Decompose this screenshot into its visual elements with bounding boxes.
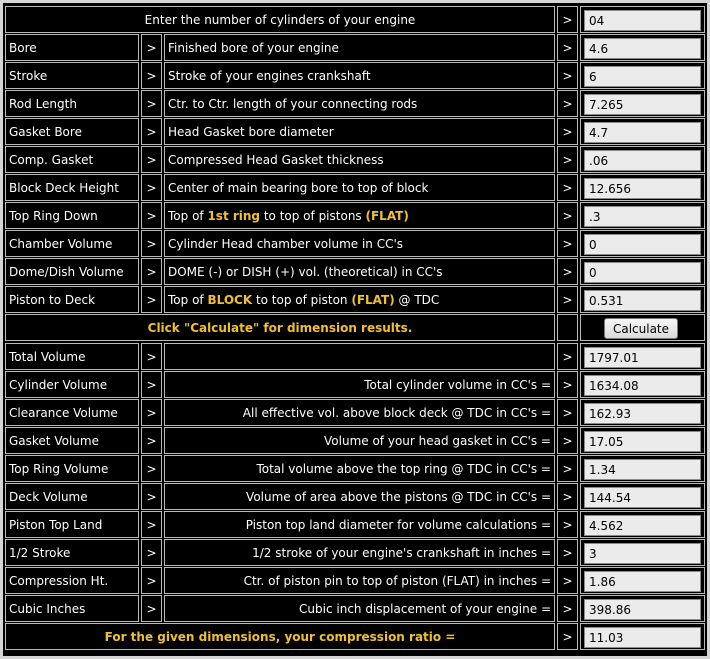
result-label-cylinder-volume bbox=[5, 371, 139, 398]
input-value-cell-stroke bbox=[580, 62, 705, 89]
block-deck-height-input-value: 12.656 bbox=[589, 182, 631, 196]
arrow-marker bbox=[557, 427, 578, 454]
arrow-text: > bbox=[562, 517, 573, 532]
cylinders-value-cell bbox=[580, 6, 705, 33]
result-label-text: Clearance Volume bbox=[9, 405, 118, 420]
input-label-piston-to-deck bbox=[5, 286, 139, 313]
result-value-cell-cylinder-volume bbox=[580, 371, 705, 398]
arrow-text: > bbox=[562, 152, 573, 167]
top-ring-down-input[interactable] bbox=[584, 206, 701, 227]
description-highlight: (FLAT) bbox=[365, 208, 409, 223]
arrow-marker bbox=[557, 483, 578, 510]
description-text: Top of bbox=[168, 292, 208, 307]
total-volume-output-value: 1797.01 bbox=[589, 351, 639, 365]
result-value-cell-1-2-stroke bbox=[580, 539, 705, 566]
arrow-text: > bbox=[146, 517, 157, 532]
top-ring-volume-output[interactable] bbox=[584, 459, 701, 480]
description-text: Volume of area above the pistons @ TDC in CC's = bbox=[246, 489, 551, 504]
arrow-marker bbox=[141, 539, 162, 566]
arrow-text: > bbox=[146, 377, 157, 392]
result-description-total-volume bbox=[164, 343, 555, 370]
arrow-marker bbox=[141, 427, 162, 454]
gasket-bore-input-value: 4.7 bbox=[589, 126, 609, 140]
arrow-text: > bbox=[146, 124, 157, 139]
arrow-marker bbox=[557, 90, 578, 117]
result-value-cell-gasket-volume bbox=[580, 427, 705, 454]
input-description-piston-to-deck bbox=[164, 286, 555, 313]
result-label-piston-top-land bbox=[5, 511, 139, 538]
input-value-cell-comp-gasket bbox=[580, 146, 705, 173]
input-description-rod-length bbox=[164, 90, 555, 117]
arrow-text: > bbox=[562, 68, 573, 83]
compression-ratio-label bbox=[5, 623, 555, 650]
description-text: 1/2 stroke of your engine's crankshaft in inches = bbox=[252, 545, 551, 560]
arrow-marker bbox=[141, 455, 162, 482]
arrow-text: > bbox=[146, 264, 157, 279]
arrow-marker bbox=[141, 511, 162, 538]
description-text: Total volume above the top ring @ TDC in CC's = bbox=[256, 461, 551, 476]
chamber-volume-input-value: 0 bbox=[589, 238, 597, 252]
input-label-text: Rod Length bbox=[9, 96, 77, 111]
arrow-marker bbox=[141, 230, 162, 257]
arrow-marker bbox=[557, 6, 578, 33]
description-highlight: 1st ring bbox=[207, 208, 261, 223]
input-label-text: Chamber Volume bbox=[9, 236, 113, 251]
input-description-dome-dish-volume bbox=[164, 258, 555, 285]
arrow-text: > bbox=[146, 208, 157, 223]
arrow-text: > bbox=[146, 573, 157, 588]
result-description-1-2-stroke bbox=[164, 539, 555, 566]
input-label-text: Top Ring Down bbox=[9, 208, 98, 223]
result-label-text: Piston Top Land bbox=[9, 517, 103, 532]
dome-dish-volume-input[interactable] bbox=[584, 262, 701, 283]
cylinders-prompt-text: Enter the number of cylinders of your engine bbox=[144, 12, 416, 27]
description-text: Head Gasket bore diameter bbox=[168, 124, 334, 139]
arrow-text: > bbox=[562, 405, 573, 420]
result-description-top-ring-volume bbox=[164, 455, 555, 482]
piston-to-deck-input-value: 0.531 bbox=[589, 294, 624, 308]
cylinders-input-value: 04 bbox=[589, 14, 605, 28]
arrow-marker bbox=[141, 371, 162, 398]
description-text: Cylinder Head chamber volume in CC's bbox=[168, 236, 404, 251]
input-label-text: Piston to Deck bbox=[9, 292, 96, 307]
deck-volume-output[interactable] bbox=[584, 487, 701, 508]
cylinders-input[interactable] bbox=[584, 10, 701, 31]
description-text: Center of main bearing bore to top of block bbox=[168, 180, 429, 195]
input-label-text: Gasket Bore bbox=[9, 124, 82, 139]
gasket-volume-output[interactable] bbox=[584, 431, 701, 452]
arrow-text: > bbox=[562, 96, 573, 111]
input-value-cell-piston-to-deck bbox=[580, 286, 705, 313]
arrow-marker bbox=[141, 146, 162, 173]
calculate-instruction bbox=[5, 314, 555, 341]
arrow-text: > bbox=[146, 96, 157, 111]
calculate-spacer bbox=[557, 314, 578, 341]
total-volume-output[interactable] bbox=[584, 347, 701, 368]
input-description-gasket-bore bbox=[164, 118, 555, 145]
top-ring-volume-output-value: 1.34 bbox=[589, 463, 616, 477]
1-2-stroke-output[interactable] bbox=[584, 543, 701, 564]
arrow-text: > bbox=[562, 433, 573, 448]
comp-gasket-input-value: .06 bbox=[589, 154, 609, 168]
result-value-cell-deck-volume bbox=[580, 483, 705, 510]
result-value-cell-clearance-volume bbox=[580, 399, 705, 426]
input-label-text: Bore bbox=[9, 40, 37, 55]
deck-volume-output-value: 144.54 bbox=[589, 491, 631, 505]
arrow-text: > bbox=[562, 12, 573, 27]
arrow-text: > bbox=[562, 40, 573, 55]
description-text: Volume of your head gasket in CC's = bbox=[324, 433, 551, 448]
result-label-text: Cylinder Volume bbox=[9, 377, 108, 392]
result-label-text: Deck Volume bbox=[9, 489, 88, 504]
calculate-button[interactable] bbox=[604, 318, 678, 339]
clearance-volume-output-value: 162.93 bbox=[589, 407, 631, 421]
compression-ratio-value: 11.03 bbox=[589, 631, 624, 645]
arrow-text: > bbox=[562, 573, 573, 588]
result-value-cell-piston-top-land bbox=[580, 511, 705, 538]
description-text: DOME (-) or DISH (+) vol. (theoretical) in CC's bbox=[168, 264, 443, 279]
arrow-marker bbox=[141, 343, 162, 370]
compression-ratio-text: For the given dimensions, your compression ratio = bbox=[104, 629, 456, 644]
compression-ht-output-value: 1.86 bbox=[589, 575, 616, 589]
comp-gasket-input[interactable] bbox=[584, 150, 701, 171]
input-label-block-deck-height bbox=[5, 174, 139, 201]
arrow-marker bbox=[557, 34, 578, 61]
arrow-marker bbox=[557, 118, 578, 145]
cylinders-prompt bbox=[5, 6, 555, 33]
description-text: Stroke of your engines crankshaft bbox=[168, 68, 371, 83]
result-label-compression-ht bbox=[5, 567, 139, 594]
arrow-text: > bbox=[562, 124, 573, 139]
description-text: Ctr. to Ctr. length of your connecting rods bbox=[168, 96, 418, 111]
arrow-text: > bbox=[562, 461, 573, 476]
result-label-text: Top Ring Volume bbox=[9, 461, 109, 476]
arrow-marker bbox=[557, 623, 578, 650]
arrow-text: > bbox=[562, 349, 573, 364]
input-label-bore bbox=[5, 34, 139, 61]
stroke-input[interactable] bbox=[584, 66, 701, 87]
arrow-marker bbox=[141, 258, 162, 285]
description-text: @ TDC bbox=[394, 292, 440, 307]
arrow-text: > bbox=[562, 601, 573, 616]
dome-dish-volume-input-value: 0 bbox=[589, 266, 597, 280]
input-label-rod-length bbox=[5, 90, 139, 117]
input-description-top-ring-down bbox=[164, 202, 555, 229]
arrow-marker bbox=[141, 118, 162, 145]
compression-ratio-cell bbox=[580, 623, 705, 650]
arrow-marker bbox=[141, 62, 162, 89]
gasket-volume-output-value: 17.05 bbox=[589, 435, 624, 449]
arrow-marker bbox=[557, 202, 578, 229]
arrow-marker bbox=[557, 230, 578, 257]
result-description-piston-top-land bbox=[164, 511, 555, 538]
rod-length-input[interactable] bbox=[584, 94, 701, 115]
rod-length-input-value: 7.265 bbox=[589, 98, 624, 112]
input-label-dome-dish-volume bbox=[5, 258, 139, 285]
arrow-marker bbox=[141, 174, 162, 201]
result-value-cell-cubic-inches bbox=[580, 595, 705, 622]
arrow-marker bbox=[141, 286, 162, 313]
arrow-text: > bbox=[562, 264, 573, 279]
input-value-cell-bore bbox=[580, 34, 705, 61]
description-text: to top of piston bbox=[252, 292, 352, 307]
input-label-gasket-bore bbox=[5, 118, 139, 145]
arrow-text: > bbox=[562, 545, 573, 560]
result-label-cubic-inches bbox=[5, 595, 139, 622]
result-label-1-2-stroke bbox=[5, 539, 139, 566]
result-label-deck-volume bbox=[5, 483, 139, 510]
bore-input[interactable] bbox=[584, 38, 701, 59]
description-text: to top of pistons bbox=[260, 208, 366, 223]
description-highlight: BLOCK bbox=[207, 292, 253, 307]
result-description-gasket-volume bbox=[164, 427, 555, 454]
stroke-input-value: 6 bbox=[589, 70, 597, 84]
arrow-marker bbox=[557, 595, 578, 622]
result-description-cylinder-volume bbox=[164, 371, 555, 398]
input-description-comp-gasket bbox=[164, 146, 555, 173]
result-value-cell-top-ring-volume bbox=[580, 455, 705, 482]
calculate-button-cell bbox=[580, 314, 705, 341]
arrow-marker bbox=[141, 595, 162, 622]
arrow-marker bbox=[557, 286, 578, 313]
input-value-cell-rod-length bbox=[580, 90, 705, 117]
input-description-chamber-volume bbox=[164, 230, 555, 257]
arrow-text: > bbox=[146, 349, 157, 364]
input-description-stroke bbox=[164, 62, 555, 89]
result-label-gasket-volume bbox=[5, 427, 139, 454]
result-label-total-volume bbox=[5, 343, 139, 370]
chamber-volume-input[interactable] bbox=[584, 234, 701, 255]
gasket-bore-input[interactable] bbox=[584, 122, 701, 143]
top-ring-down-input-value: .3 bbox=[589, 210, 601, 224]
arrow-marker bbox=[557, 146, 578, 173]
description-text: All effective vol. above block deck @ TDC in CC's = bbox=[242, 405, 551, 420]
input-value-cell-chamber-volume bbox=[580, 230, 705, 257]
arrow-text: > bbox=[146, 601, 157, 616]
arrow-text: > bbox=[562, 180, 573, 195]
arrow-marker bbox=[557, 539, 578, 566]
result-description-clearance-volume bbox=[164, 399, 555, 426]
calculate-instruction-text: Click "Calculate" for dimension results. bbox=[147, 320, 413, 335]
input-label-text: Stroke bbox=[9, 68, 48, 83]
description-text: Total cylinder volume in CC's = bbox=[364, 377, 551, 392]
input-value-cell-gasket-bore bbox=[580, 118, 705, 145]
input-label-comp-gasket bbox=[5, 146, 139, 173]
arrow-text: > bbox=[562, 377, 573, 392]
piston-to-deck-input[interactable] bbox=[584, 290, 701, 311]
arrow-text: > bbox=[146, 40, 157, 55]
result-label-text: Total Volume bbox=[9, 349, 86, 364]
description-highlight: (FLAT) bbox=[351, 292, 395, 307]
compression-ht-output[interactable] bbox=[584, 571, 701, 592]
result-value-cell-total-volume bbox=[580, 343, 705, 370]
calculate-button-label: Calculate bbox=[612, 321, 670, 336]
input-label-stroke bbox=[5, 62, 139, 89]
arrow-marker bbox=[141, 202, 162, 229]
arrow-text: > bbox=[146, 236, 157, 251]
arrow-marker bbox=[557, 371, 578, 398]
arrow-text: > bbox=[146, 433, 157, 448]
description-text: Top of bbox=[168, 208, 208, 223]
result-value-cell-compression-ht bbox=[580, 567, 705, 594]
arrow-text: > bbox=[146, 489, 157, 504]
input-label-text: Block Deck Height bbox=[9, 180, 119, 195]
input-value-cell-top-ring-down bbox=[580, 202, 705, 229]
arrow-marker bbox=[141, 483, 162, 510]
arrow-text: > bbox=[146, 68, 157, 83]
input-label-text: Comp. Gasket bbox=[9, 152, 94, 167]
arrow-marker bbox=[557, 343, 578, 370]
arrow-text: > bbox=[562, 292, 573, 307]
arrow-text: > bbox=[562, 208, 573, 223]
block-deck-height-input[interactable] bbox=[584, 178, 701, 199]
arrow-marker bbox=[557, 567, 578, 594]
cubic-inches-output-value: 398.86 bbox=[589, 603, 631, 617]
input-description-block-deck-height bbox=[164, 174, 555, 201]
input-value-cell-block-deck-height bbox=[580, 174, 705, 201]
result-label-text: Compression Ht. bbox=[9, 573, 109, 588]
cubic-inches-output[interactable] bbox=[584, 599, 701, 620]
arrow-marker bbox=[557, 174, 578, 201]
arrow-marker bbox=[557, 455, 578, 482]
arrow-text: > bbox=[146, 180, 157, 195]
arrow-text: > bbox=[146, 545, 157, 560]
result-description-cubic-inches bbox=[164, 595, 555, 622]
arrow-marker bbox=[141, 399, 162, 426]
description-text: Cubic inch displacement of your engine = bbox=[299, 601, 551, 616]
arrow-text: > bbox=[562, 489, 573, 504]
bore-input-value: 4.6 bbox=[589, 42, 609, 56]
arrow-marker bbox=[557, 62, 578, 89]
piston-top-land-output[interactable] bbox=[584, 515, 701, 536]
arrow-marker bbox=[141, 34, 162, 61]
result-label-text: Gasket Volume bbox=[9, 433, 99, 448]
arrow-text: > bbox=[562, 236, 573, 251]
result-label-text: 1/2 Stroke bbox=[9, 545, 71, 560]
compression-calculator bbox=[3, 3, 707, 656]
arrow-marker bbox=[141, 567, 162, 594]
arrow-marker bbox=[557, 511, 578, 538]
result-description-deck-volume bbox=[164, 483, 555, 510]
piston-top-land-output-value: 4.562 bbox=[589, 519, 624, 533]
result-description-compression-ht bbox=[164, 567, 555, 594]
cylinder-volume-output[interactable] bbox=[584, 375, 701, 396]
input-description-bore bbox=[164, 34, 555, 61]
input-label-text: Dome/Dish Volume bbox=[9, 264, 124, 279]
clearance-volume-output[interactable] bbox=[584, 403, 701, 424]
compression-ratio-output[interactable] bbox=[584, 627, 701, 648]
description-text: Finished bore of your engine bbox=[168, 40, 339, 55]
cylinder-volume-output-value: 1634.08 bbox=[589, 379, 639, 393]
arrow-marker bbox=[141, 90, 162, 117]
arrow-text: > bbox=[146, 405, 157, 420]
description-text: Piston top land diameter for volume calculations = bbox=[245, 517, 551, 532]
result-label-clearance-volume bbox=[5, 399, 139, 426]
arrow-marker bbox=[557, 399, 578, 426]
description-text: Ctr. of piston pin to top of piston (FLAT) in inches = bbox=[243, 573, 551, 588]
result-label-top-ring-volume bbox=[5, 455, 139, 482]
1-2-stroke-output-value: 3 bbox=[589, 547, 597, 561]
arrow-text: > bbox=[146, 152, 157, 167]
result-label-text: Cubic Inches bbox=[9, 601, 86, 616]
description-text: Compressed Head Gasket thickness bbox=[168, 152, 384, 167]
arrow-text: > bbox=[146, 461, 157, 476]
arrow-text: > bbox=[146, 292, 157, 307]
input-label-top-ring-down bbox=[5, 202, 139, 229]
input-label-chamber-volume bbox=[5, 230, 139, 257]
arrow-text: > bbox=[562, 629, 573, 644]
arrow-marker bbox=[557, 258, 578, 285]
input-value-cell-dome-dish-volume bbox=[580, 258, 705, 285]
